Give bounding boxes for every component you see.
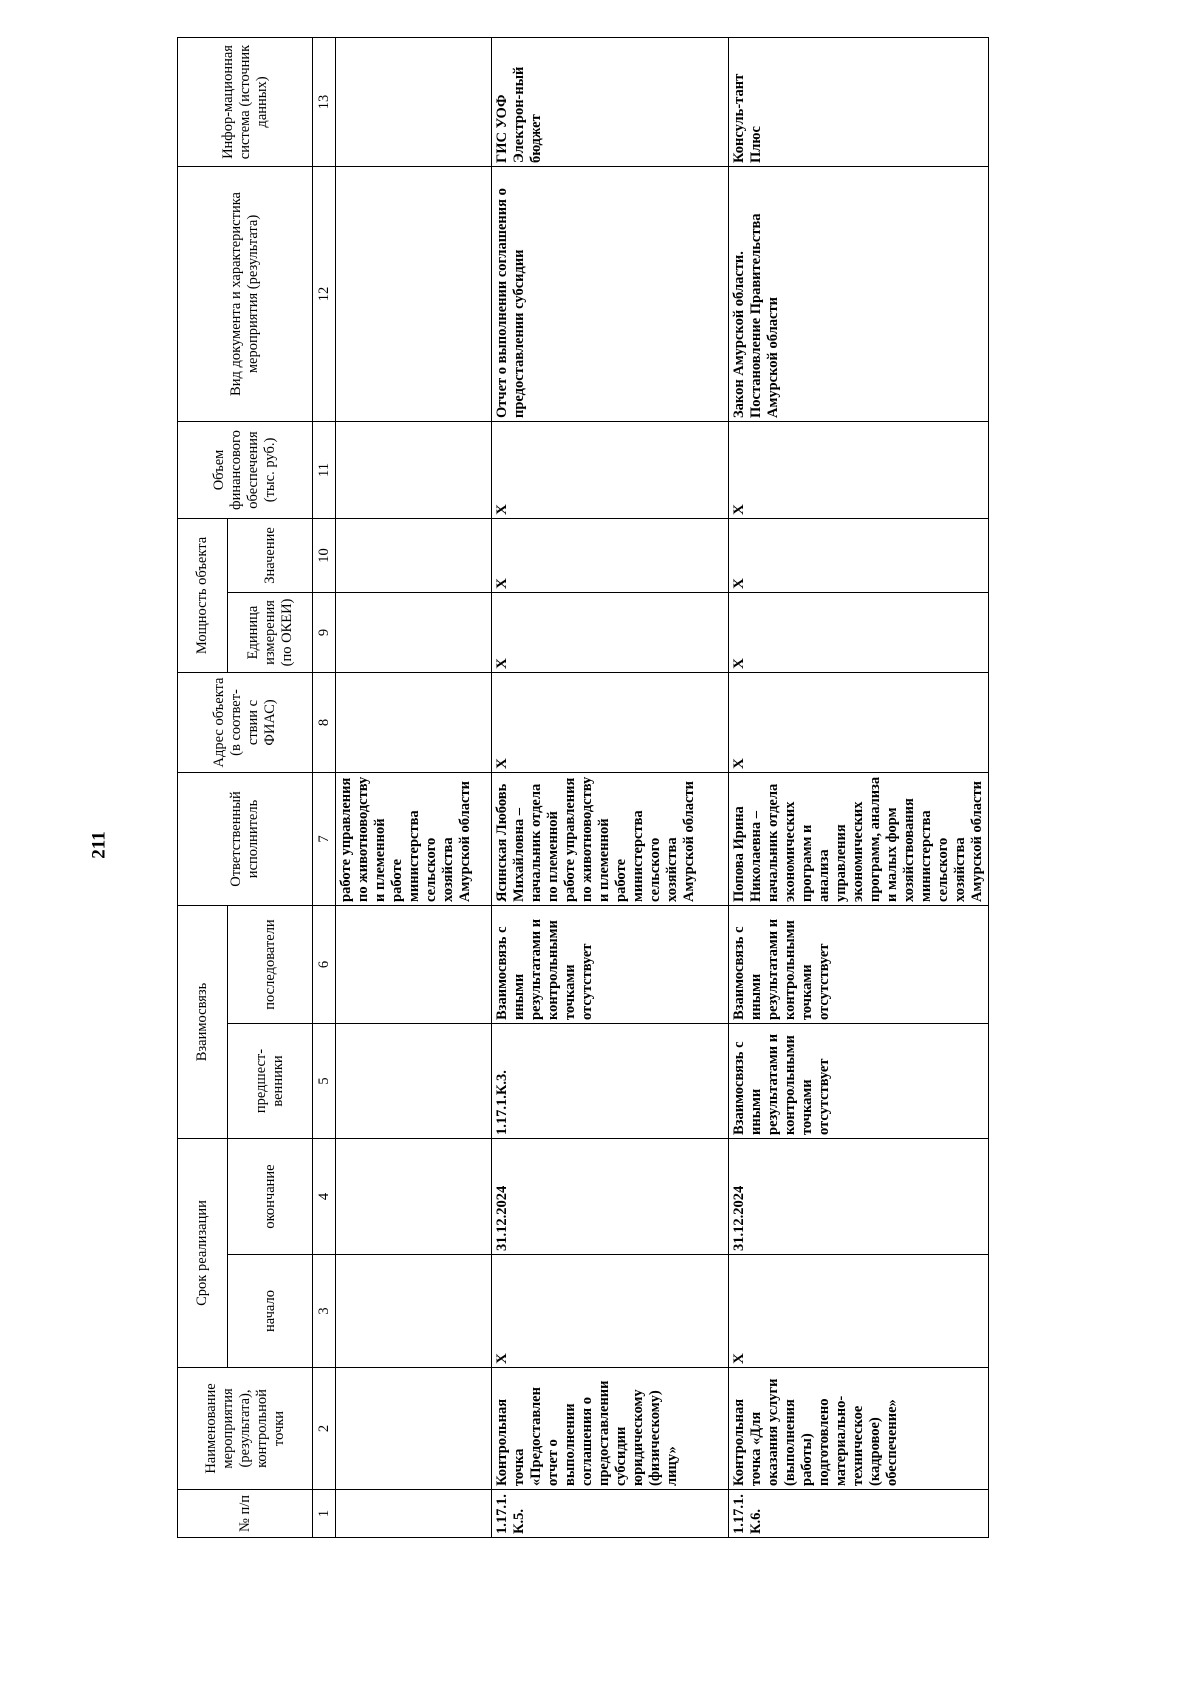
cell-start: X bbox=[492, 1255, 729, 1368]
column-number: 8 bbox=[313, 672, 336, 772]
cell-num: 1.17.1.К.5. bbox=[492, 1490, 729, 1538]
header-link-succ: последователи bbox=[228, 905, 313, 1023]
header-info: Инфор-мационная система (источник данных) bbox=[178, 37, 313, 166]
column-number: 13 bbox=[313, 37, 336, 166]
header-power-value: Значение bbox=[228, 518, 313, 592]
page-number: 211 bbox=[88, 831, 110, 859]
header-term-end: окончание bbox=[228, 1139, 313, 1255]
column-number: 7 bbox=[313, 772, 336, 905]
header-doc: Вид документа и характеристика мероприятия (результата) bbox=[178, 166, 313, 421]
header-name: Наименование мероприятия (результата), контрольной точки bbox=[178, 1368, 313, 1490]
cell-finance bbox=[336, 421, 492, 518]
column-number: 3 bbox=[313, 1255, 336, 1368]
cell-info bbox=[336, 37, 492, 166]
cell-num: 1.17.1.К.6. bbox=[729, 1490, 989, 1538]
cell-finance: X bbox=[492, 421, 729, 518]
cell-unit: X bbox=[729, 592, 989, 672]
cell-addr bbox=[336, 672, 492, 772]
cell-name: Контрольная точка «Для оказания услуги (выполнения работы) подготовлено материально-техническое (кадровое) обеспечение» bbox=[729, 1368, 989, 1490]
cell-value bbox=[336, 518, 492, 592]
header-term-start: начало bbox=[228, 1255, 313, 1368]
cell-unit bbox=[336, 592, 492, 672]
cell-resp: Попова Ирина Николаевна – начальник отдела экономических программ и анализа управления экономических программ, анализа и малых форм хозяйствования министерства сельского хозяйства Амурской области bbox=[729, 772, 989, 905]
table-row bbox=[492, 37, 729, 1537]
cell-succ bbox=[336, 905, 492, 1023]
cell-name: Контрольная точка «Предоставлен отчет о выполнении соглашения о предоставлении субсидии юридическому (физическому) лицу» bbox=[492, 1368, 729, 1490]
column-number: 5 bbox=[313, 1024, 336, 1139]
column-number: 1 bbox=[313, 1490, 336, 1538]
column-number: 6 bbox=[313, 905, 336, 1023]
header-power: Мощность объекта bbox=[178, 518, 228, 672]
cell-end bbox=[336, 1139, 492, 1255]
header-link: Взаимосвязь bbox=[178, 905, 228, 1138]
cell-doc: Закон Амурской области. Постановление Правительства Амурской области bbox=[729, 166, 989, 421]
cell-resp: Ясинская Любовь Михайловна – начальник отдела по племенной работе управления по животноводству и племенной работе министерства сельского хозяйства Амурской области bbox=[492, 772, 729, 905]
column-number: 10 bbox=[313, 518, 336, 592]
cell-doc: Отчет о выполнении соглашения о предоставлении субсидии bbox=[492, 166, 729, 421]
cell-end: 31.12.2024 bbox=[729, 1139, 989, 1255]
header-term: Срок реализации bbox=[178, 1139, 228, 1368]
cell-addr: X bbox=[492, 672, 729, 772]
cell-value: X bbox=[729, 518, 989, 592]
header-resp: Ответственный исполнитель bbox=[178, 772, 313, 905]
cell-pred: Взаимосвязь с иными результатами и контрольными точками отсутствует bbox=[729, 1024, 989, 1139]
cell-start bbox=[336, 1255, 492, 1368]
cell-end: 31.12.2024 bbox=[492, 1139, 729, 1255]
cell-unit: X bbox=[492, 592, 729, 672]
column-number: 4 bbox=[313, 1139, 336, 1255]
cell-info: Консуль-тант Плюс bbox=[729, 37, 989, 166]
column-numbers-row bbox=[313, 37, 336, 1537]
cell-pred bbox=[336, 1024, 492, 1139]
header-finance: Объем финансового обеспечения (тыс. руб.) bbox=[178, 421, 313, 518]
header-link-pred: предшест-венники bbox=[228, 1024, 313, 1139]
table-row bbox=[729, 37, 989, 1537]
cell-resp: работе управления по животноводству и племенной работе министерства сельского хозяйства Амурской области bbox=[336, 772, 492, 905]
cell-addr: X bbox=[729, 672, 989, 772]
cell-finance: X bbox=[729, 421, 989, 518]
cell-num bbox=[336, 1490, 492, 1538]
cell-doc bbox=[336, 166, 492, 421]
cell-pred: 1.17.1.К.3. bbox=[492, 1024, 729, 1139]
cell-value: X bbox=[492, 518, 729, 592]
cell-info: ГИС УОФ Электрон-ный бюджет bbox=[492, 37, 729, 166]
header-power-unit: Единица измерения (по ОКЕИ) bbox=[228, 592, 313, 672]
cell-succ: Взаимосвязь с иными результатами и контрольными точками отсутствует bbox=[729, 905, 989, 1023]
header-num: № п/п bbox=[178, 1490, 313, 1538]
cell-name bbox=[336, 1368, 492, 1490]
cell-start: X bbox=[729, 1255, 989, 1368]
column-number: 9 bbox=[313, 592, 336, 672]
header-addr: Адрес объекта (в соответ-ствии с ФИАС) bbox=[178, 672, 313, 772]
rotated-table-wrapper bbox=[177, 38, 1070, 1538]
column-number: 12 bbox=[313, 166, 336, 421]
plan-table bbox=[177, 37, 989, 1538]
table-row bbox=[336, 37, 492, 1537]
cell-succ: Взаимосвязь с иными результатами и контрольными точками отсутствует bbox=[492, 905, 729, 1023]
column-number: 2 bbox=[313, 1368, 336, 1490]
column-number: 11 bbox=[313, 421, 336, 518]
